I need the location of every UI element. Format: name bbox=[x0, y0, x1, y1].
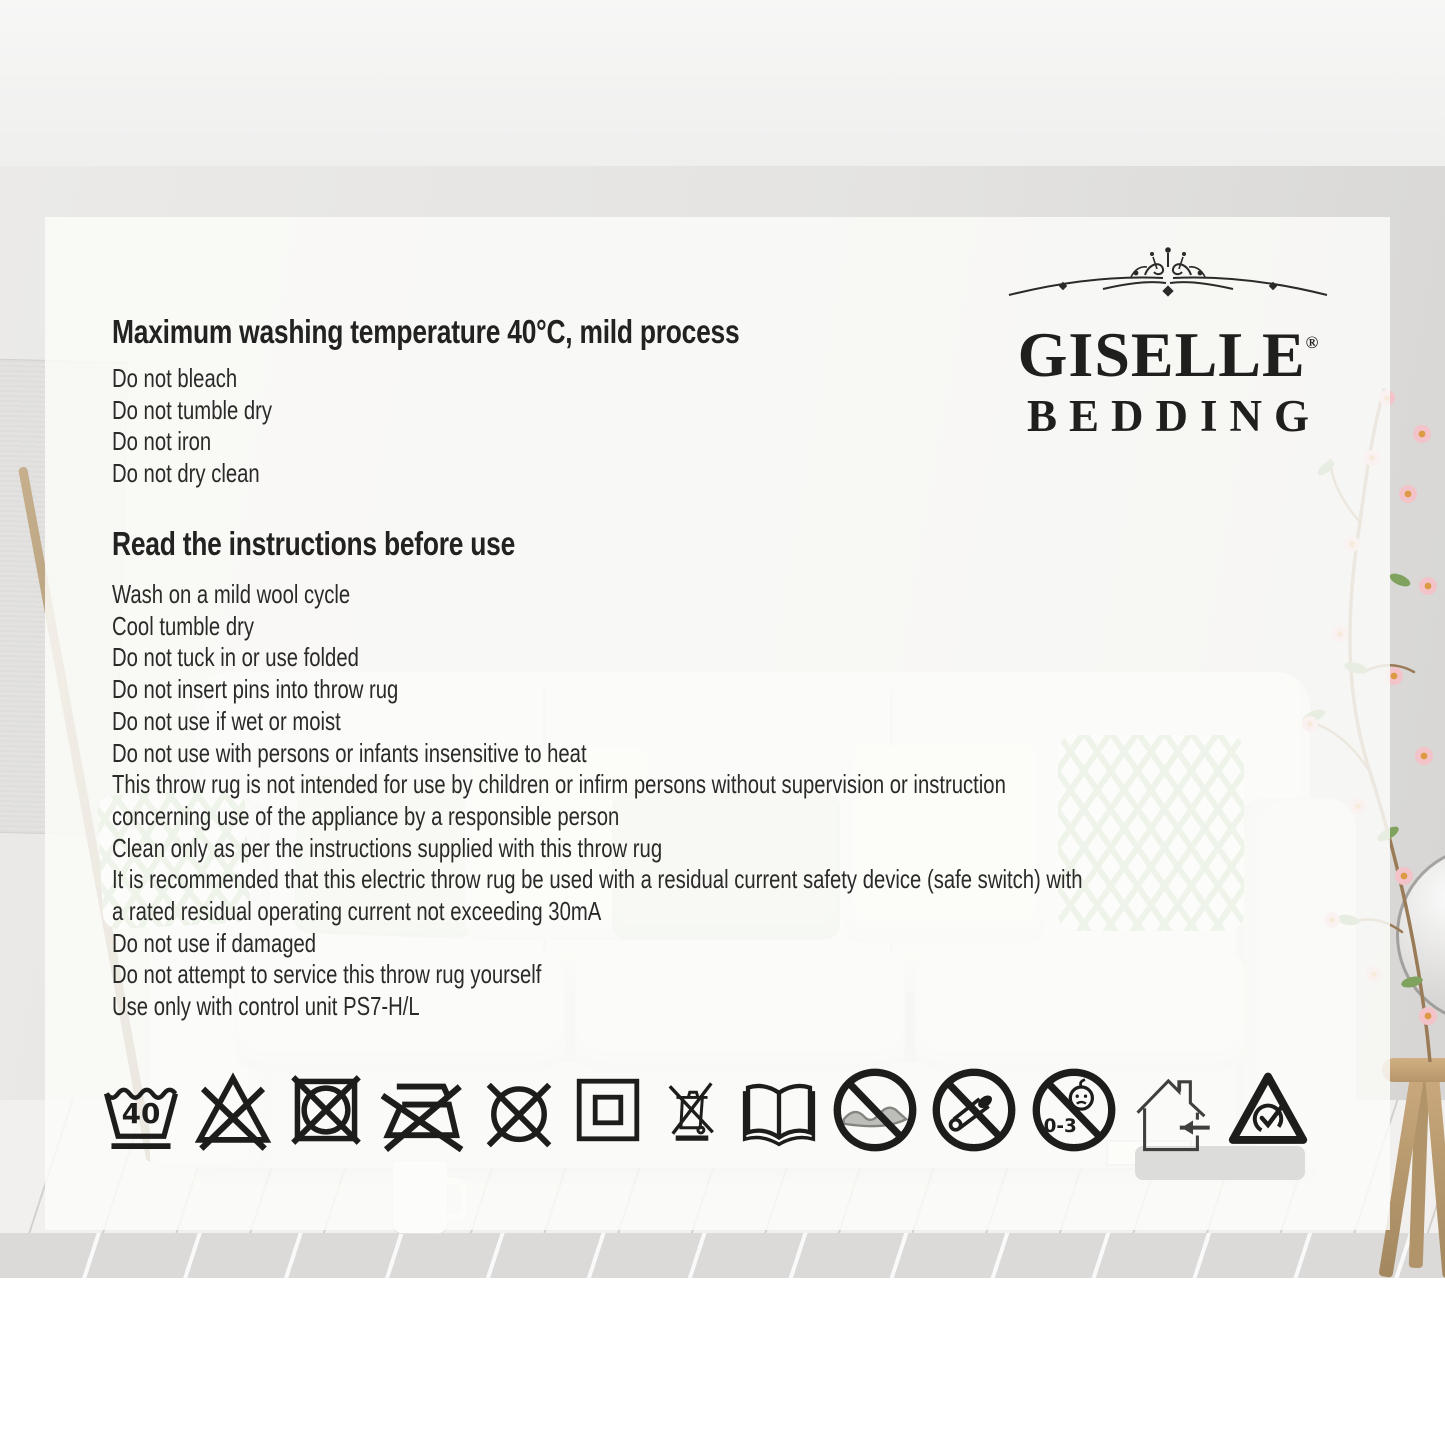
instruction-line: This throw rug is not intended for use by children or infirm persons without supervision or instruction bbox=[112, 769, 1006, 800]
indoor-use-only-icon bbox=[1127, 1058, 1215, 1162]
do-not-tumble-dry-icon bbox=[284, 1066, 368, 1154]
washing-item: Do not iron bbox=[112, 426, 212, 457]
panel-content bbox=[45, 217, 1390, 1230]
giselle-bedding-logo bbox=[993, 245, 1343, 442]
photo-floor-front bbox=[0, 1233, 1445, 1278]
photo-wall-upper bbox=[0, 0, 1445, 166]
bottom-white-margin bbox=[0, 1278, 1445, 1445]
read-manual-book-icon bbox=[736, 1067, 822, 1153]
brand-name bbox=[993, 308, 1343, 390]
crossed-wheelie-bin-icon bbox=[655, 1062, 729, 1158]
instruction-line: Do not attempt to service this throw rug yourself bbox=[112, 959, 542, 990]
instruction-line: Do not use if wet or moist bbox=[112, 705, 341, 736]
instruction-line: Wash on a mild wool cycle bbox=[112, 579, 351, 609]
do-not-bleach-icon bbox=[189, 1064, 277, 1156]
washing-list bbox=[112, 363, 272, 490]
washing-item: Do not tumble dry bbox=[112, 394, 273, 425]
instructions-heading: Read the instructions before use bbox=[112, 525, 516, 562]
svg-text:40: 40 bbox=[121, 1097, 161, 1131]
instruction-line: Do not use if damaged bbox=[112, 927, 317, 958]
logo-flourish-icon bbox=[1003, 245, 1333, 303]
brand-subtitle: BEDDING bbox=[1026, 391, 1322, 441]
registered-mark: ® bbox=[1305, 333, 1319, 352]
care-symbols-row bbox=[100, 1055, 1314, 1165]
instruction-line: It is recommended that this electric throw rug be used with a residual current safety device (safe switch) with bbox=[112, 864, 1083, 895]
washing-heading: Maximum washing temperature 40°C, mild process bbox=[112, 313, 740, 350]
do-not-use-creased-icon bbox=[829, 1064, 921, 1156]
regulatory-compliance-mark-icon bbox=[1222, 1066, 1314, 1154]
do-not-insert-pins-icon bbox=[928, 1064, 1020, 1156]
instruction-line: Do not use with persons or infants insensitive to heat bbox=[112, 737, 587, 768]
not-for-children-0-3-icon bbox=[1028, 1064, 1120, 1156]
instruction-line: Cool tumble dry bbox=[112, 610, 255, 641]
instruction-line: Clean only as per the instructions supplied with this throw rug bbox=[112, 832, 663, 863]
instruction-line: Do not insert pins into throw rug bbox=[112, 674, 399, 705]
instruction-line: Use only with control unit PS7-H/L bbox=[112, 991, 420, 1022]
washing-item: Do not bleach bbox=[112, 363, 238, 393]
do-not-dry-clean-icon bbox=[477, 1063, 561, 1157]
brand-name-text: GISELLE bbox=[1017, 319, 1306, 390]
wash-40-icon bbox=[100, 1060, 182, 1160]
washing-item: Do not dry clean bbox=[112, 458, 260, 489]
class-ii-double-insulated-icon bbox=[568, 1070, 648, 1150]
instruction-line: Do not tuck in or use folded bbox=[112, 642, 359, 673]
instruction-line: a rated residual operating current not exceeding 30mA bbox=[112, 896, 602, 927]
instruction-line: concerning use of the appliance by a responsible person bbox=[112, 800, 620, 831]
svg-text:0-3: 0-3 bbox=[1043, 1116, 1077, 1138]
instructions-list bbox=[112, 579, 1082, 1023]
do-not-iron-icon bbox=[375, 1065, 469, 1155]
